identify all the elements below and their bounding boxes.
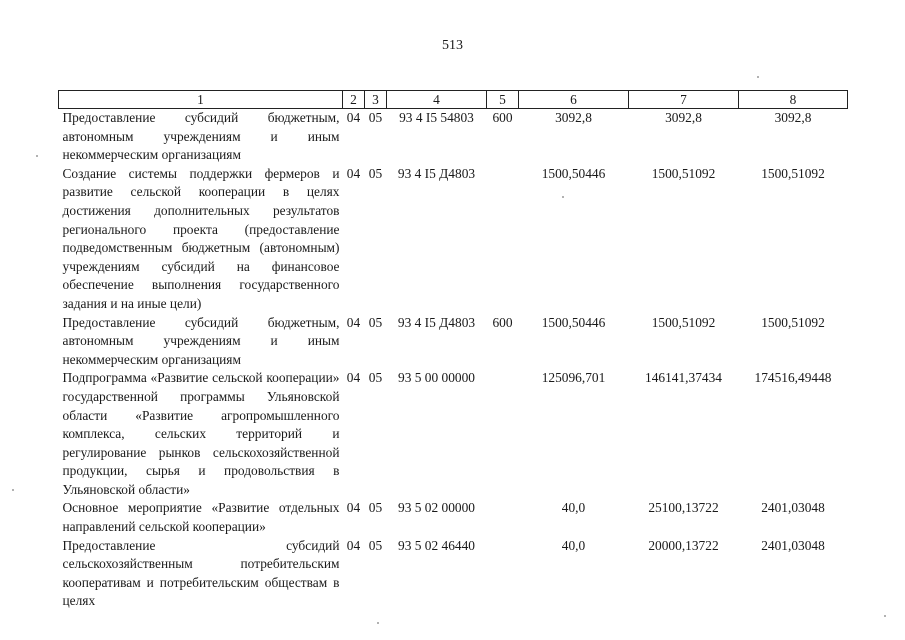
row-amount-3: 2401,03048 bbox=[761, 500, 825, 516]
row-description: Предоставление субсидий сельскохозяйственным потребительским кооперативам и потребительским обществам в целях bbox=[62, 537, 340, 609]
header-col-3: 3 bbox=[365, 91, 387, 109]
row-amount-3: 3092,8 bbox=[774, 110, 812, 125]
row-expense-type bbox=[487, 165, 519, 314]
row-amount-1: 1500,50446 bbox=[541, 314, 606, 330]
row-section: 04 bbox=[346, 314, 361, 330]
row-target-article: 93 5 00 00000 bbox=[398, 370, 475, 386]
row-expense-type bbox=[487, 369, 519, 499]
row-target-article: 93 5 02 46440 bbox=[398, 537, 475, 553]
row-amount-2: 3092,8 bbox=[665, 110, 702, 125]
row-amount-2: 25100,13722 bbox=[648, 500, 719, 516]
row-amount-2: 146141,37434 bbox=[645, 370, 722, 386]
row-amount-3: 1500,51092 bbox=[761, 165, 825, 181]
row-amount-3: 174516,49448 bbox=[754, 370, 832, 386]
scan-speck bbox=[12, 489, 14, 491]
scan-speck bbox=[562, 196, 564, 198]
scan-speck bbox=[36, 155, 38, 157]
row-section: 04 bbox=[346, 165, 361, 181]
row-amount-2: 1500,51092 bbox=[651, 314, 716, 330]
header-col-1: 1 bbox=[59, 91, 343, 109]
header-row bbox=[59, 91, 848, 109]
row-target-article: 93 4 I5 Д4803 bbox=[397, 165, 476, 181]
table-row bbox=[59, 369, 848, 499]
row-amount-1: 40,0 bbox=[561, 537, 586, 553]
header-col-2: 2 bbox=[343, 91, 365, 109]
row-subsection: 05 bbox=[368, 370, 383, 386]
scan-speck bbox=[377, 622, 379, 624]
row-expense-type: 600 bbox=[492, 314, 513, 330]
header-col-6: 6 bbox=[519, 91, 629, 109]
row-target-article: 93 4 I5 Д4803 bbox=[397, 314, 476, 330]
header-col-4: 4 bbox=[387, 91, 487, 109]
scan-speck bbox=[884, 615, 886, 617]
row-amount-2: 20000,13722 bbox=[648, 537, 719, 553]
row-amount-1: 1500,50446 bbox=[541, 165, 606, 181]
row-amount-2: 1500,51092 bbox=[651, 165, 716, 181]
row-description: Предоставление субсидий бюджетным, автономным учреждениям и иным некоммерческим организациям bbox=[62, 110, 340, 163]
row-description: Создание системы поддержки фермеров и развитие сельской кооперации в целях достижения дополнительных результатов регионального проекта (предоставление подведомственным бюджетным (автономным) учреждениям субсидий на финансовое обеспечение выполнения государственного задания и на иные цели) bbox=[62, 165, 340, 311]
row-target-article: 93 4 I5 54803 bbox=[399, 110, 474, 125]
row-description: Предоставление субсидий бюджетным, автономным учреждениям и иным некоммерческим организациям bbox=[62, 314, 340, 367]
table-row bbox=[59, 537, 848, 611]
row-expense-type bbox=[487, 499, 519, 536]
row-subsection: 05 bbox=[368, 537, 383, 553]
row-expense-type bbox=[487, 537, 519, 611]
row-subsection: 05 bbox=[368, 165, 383, 181]
row-amount-3: 1500,51092 bbox=[761, 314, 825, 330]
header-col-5: 5 bbox=[487, 91, 519, 109]
row-subsection: 05 bbox=[368, 110, 383, 125]
row-amount-1: 125096,701 bbox=[541, 370, 606, 386]
row-section: 04 bbox=[346, 370, 361, 386]
row-description: Подпрограмма «Развитие сельской кооперации» государственной программы Ульяновской области «Развитие агропромышленного комплекса, сельских территорий и регулирование рынков сельскохозяйственной продукции, сырья и продовольствия в Ульяновской области» bbox=[62, 370, 340, 497]
table-row bbox=[59, 499, 848, 536]
scan-speck bbox=[757, 76, 759, 78]
row-expense-type: 600 bbox=[492, 110, 513, 125]
row-section: 04 bbox=[346, 110, 361, 125]
row-subsection: 05 bbox=[368, 314, 383, 330]
row-amount-1: 3092,8 bbox=[555, 110, 592, 125]
row-section: 04 bbox=[346, 500, 361, 516]
header-col-8: 8 bbox=[739, 91, 848, 109]
table-row bbox=[59, 109, 848, 165]
table-row bbox=[59, 165, 848, 314]
page-number: 513 bbox=[442, 38, 463, 53]
budget-table bbox=[58, 90, 848, 611]
row-amount-3: 2401,03048 bbox=[761, 537, 825, 553]
header-col-7: 7 bbox=[629, 91, 739, 109]
row-subsection: 05 bbox=[368, 500, 383, 516]
row-target-article: 93 5 02 00000 bbox=[398, 500, 475, 516]
table-row bbox=[59, 314, 848, 370]
row-section: 04 bbox=[346, 537, 361, 553]
row-description: Основное мероприятие «Развитие отдельных направлений сельской кооперации» bbox=[62, 500, 340, 535]
row-amount-1: 40,0 bbox=[561, 500, 586, 516]
